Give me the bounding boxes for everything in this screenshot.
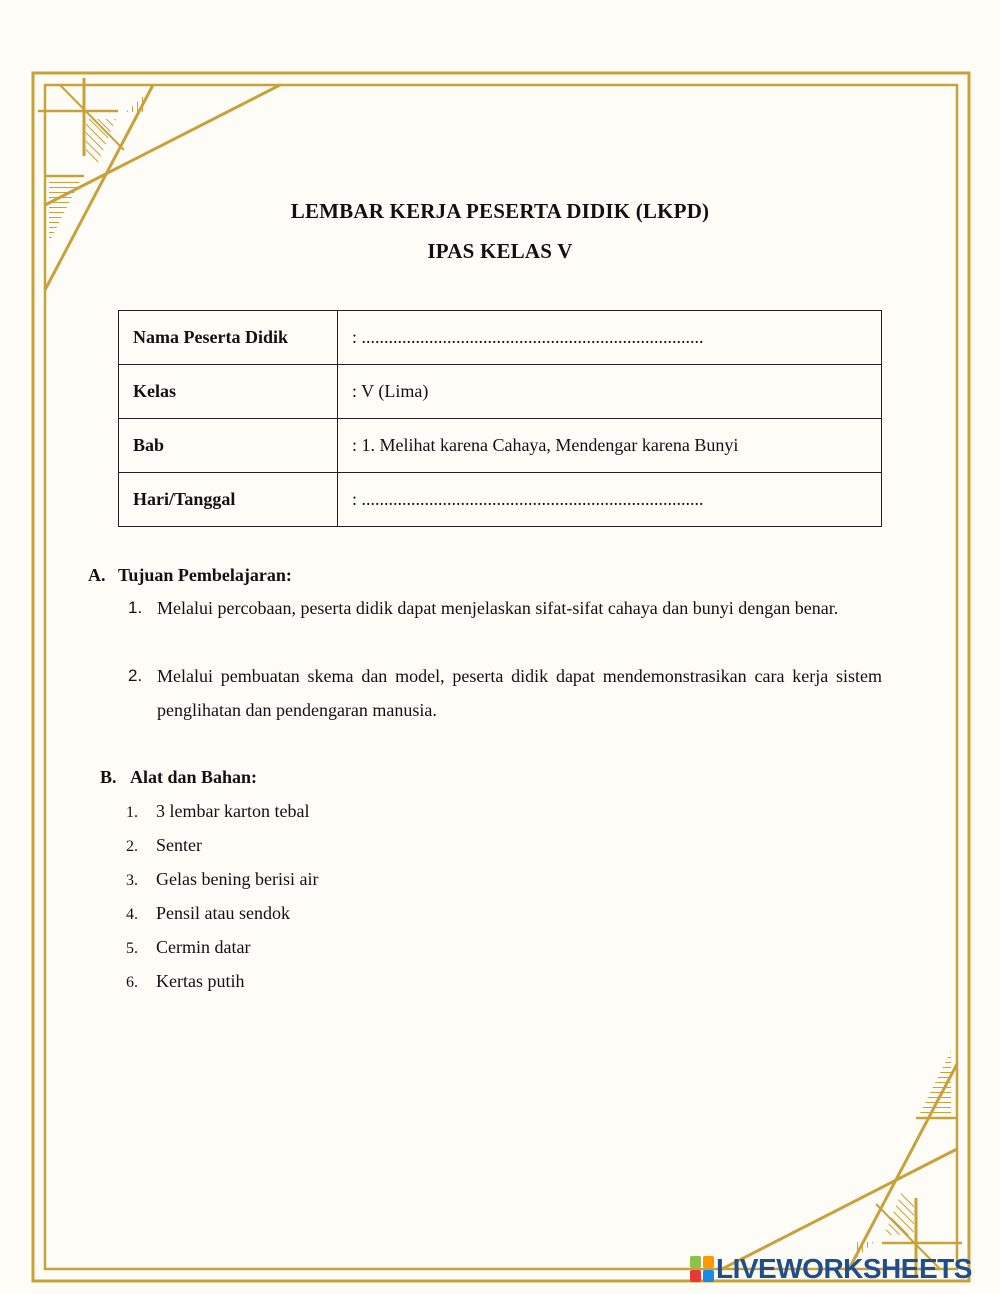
list-number: 6. [126, 974, 138, 991]
list-item [126, 935, 250, 961]
list-item [126, 901, 290, 927]
table-value: : 1. Melihat karena Cahaya, Mendengar karena Bunyi [338, 419, 882, 473]
section-title: Tujuan Pembelajaran: [118, 565, 292, 585]
list-text: Melalui pembuatan skema dan model, peserta didik dapat mendemonstrasikan cara kerja sistem penglihatan dan pendengaran manusia. [157, 666, 882, 720]
list-item [126, 969, 244, 995]
name-field[interactable]: : ............................................................................ [338, 311, 882, 365]
table-row [119, 473, 882, 527]
liveworksheets-logo-icon [690, 1256, 714, 1282]
table-label: Nama Peserta Didik [119, 311, 338, 365]
list-item [126, 867, 318, 893]
table-row [119, 419, 882, 473]
table-row [119, 365, 882, 419]
identity-table [118, 310, 882, 527]
page-title: LEMBAR KERJA PESERTA DIDIK (LKPD) [290, 199, 710, 223]
section-b-heading [100, 767, 257, 788]
list-number: 2. [128, 666, 143, 685]
list-item [126, 833, 202, 859]
liveworksheets-watermark [690, 1254, 972, 1284]
table-value: : V (Lima) [338, 365, 882, 419]
section-letter: B. [100, 767, 117, 787]
list-text: Kertas putih [156, 971, 245, 991]
list-item [128, 659, 882, 727]
list-number: 5. [126, 940, 138, 957]
section-title: Alat dan Bahan: [130, 767, 258, 787]
table-label: Bab [119, 419, 338, 473]
list-item [126, 799, 309, 825]
section-a-heading [88, 565, 292, 586]
list-number: 1. [126, 804, 138, 821]
list-number: 1. [128, 598, 143, 617]
list-number: 3. [126, 872, 138, 889]
list-item [128, 591, 882, 625]
list-text: Gelas bening berisi air [156, 869, 319, 889]
list-text: Senter [156, 835, 202, 855]
list-text: Pensil atau sendok [156, 903, 290, 923]
list-text: Melalui percobaan, peserta didik dapat menjelaskan sifat-sifat cahaya dan bunyi dengan benar. [157, 598, 839, 618]
list-text: Cermin datar [156, 937, 251, 957]
section-letter: A. [88, 565, 106, 585]
table-row [119, 311, 882, 365]
date-field[interactable]: : ............................................................................ [338, 473, 882, 527]
table-label: Kelas [119, 365, 338, 419]
watermark-text: LIVEWORKSHEETS [716, 1253, 972, 1284]
page-subtitle: IPAS KELAS V [427, 239, 573, 263]
list-text: 3 lembar karton tebal [156, 801, 310, 821]
list-number: 2. [126, 838, 138, 855]
list-number: 4. [126, 906, 138, 923]
table-label: Hari/Tanggal [119, 473, 338, 527]
